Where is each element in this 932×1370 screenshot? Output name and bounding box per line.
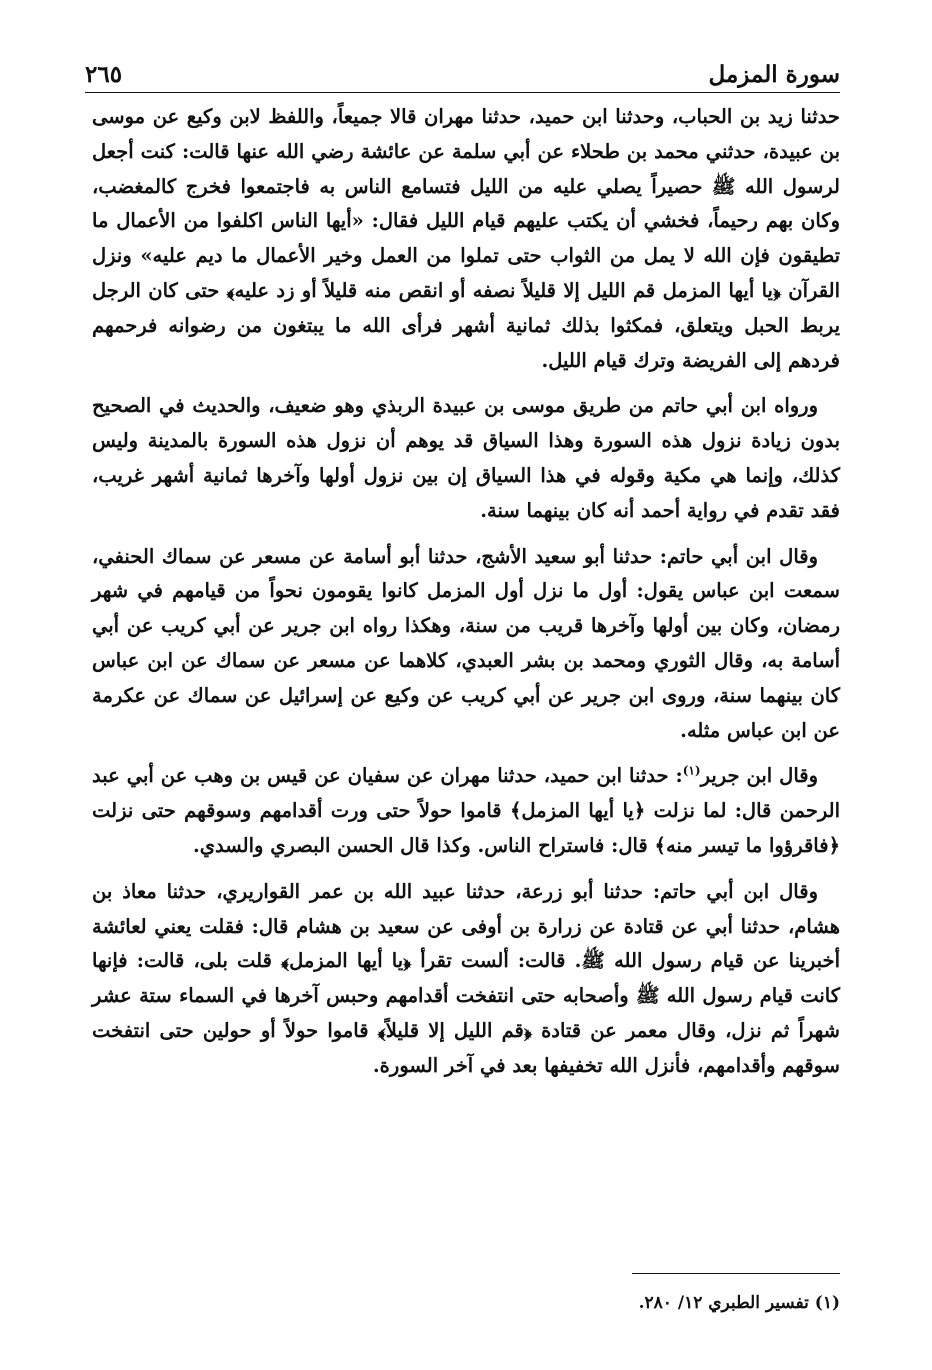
paragraph-5: وقال ابن أبي حاتم: حدثنا أبو زرعة، حدثنا عبيد الله بن عمر القواريري، حدثنا معاذ بن هشام، حدثنا أبي عن قتادة عن زرارة بن أوفى عن سعيد بن هشام قال: فقلت يعني لعائشة أخبرينا عن قيام رسول الله ﷺ. قالت: ألست تقرأ ﴿يا أيها المزمل﴾ قلت بلى، قالت: فإنها كانت قيام رسول الله ﷺ وأصحابه حتى انتفخت أقدامهم وحبس آخرها في السماء ستة عشر شهراً ثم نزل، وقال معمر عن قتادة ﴿قم الليل إلا قليلاً﴾ قاموا حولاً أو حولين حتى انتفخت سوقهم وأقدامهم، فأنزل الله تخفيفها بعد في آخر السورة.	[92, 879, 840, 1077]
page-header	[85, 60, 840, 90]
footnote	[300, 1290, 840, 1316]
footnote-text: تفسير الطبري ١٢/ ٢٨٠.	[638, 1293, 809, 1313]
paragraph-1: حدثنا زيد بن الحباب، وحدثنا ابن حميد، حدثنا مهران قالا جميعاً، واللفظ لابن وكيع عن موسى بن عبيدة، حدثني محمد بن طحلاء عن أبي سلمة عن عائشة رضي الله عنها قالت: كنت أجعل لرسول الله ﷺ حصيراً يصلي عليه من الليل فتسامع الناس به فاجتمعوا فخرج كالمغضب، وكان بهم رحيماً، فخشي أن يكتب عليهم قيام الليل فقال: «أيها الناس اكلفوا من الأعمال ما تطيقون فإن الله لا يمل من الثواب حتى تملوا من العمل وخير الأعمال ما ديم عليه» ونزل القرآن ﴿يا أيها المزمل قم الليل إلا قليلاً نصفه أو انقص منه قليلاً أو زد عليه﴾ حتى كان الرجل يربط الحبل ويتعلق، فمكثوا بذلك ثمانية أشهر فرأى الله ما يبتغون من رضوانه فرحمهم فردهم إلى الفريضة وترك قيام الليل.	[92, 105, 840, 372]
main-text	[92, 100, 840, 1095]
footnote-number: (١)	[814, 1293, 840, 1313]
footnote-divider	[632, 1273, 840, 1274]
header-divider	[85, 92, 840, 93]
paragraph-3: وقال ابن أبي حاتم: حدثنا أبو سعيد الأشج، حدثنا أبو أسامة عن مسعر عن سماك الحنفي، سمعت ابن عباس يقول: أول ما نزل أول المزمل كانوا يقومون نحواً من قيامهم في شهر رمضان، وكان بين أولها وآخرها قريب من سنة، وهكذا رواه ابن جرير عن أبي كريب عن أبي أسامة به، وقال الثوري ومحمد بن بشر العبدي، كلاهما عن مسعر عن سماك عن ابن عباس كان بينهما سنة، وروى ابن جرير عن أبي كريب عن وكيع عن إسرائيل عن سماك عن عكرمة عن ابن عباس مثله.	[92, 544, 840, 742]
footnote-reference[interactable]: (١)	[682, 763, 701, 778]
paragraph-4-body: : حدثنا ابن حميد، حدثنا مهران عن سفيان عن قيس بن وهب عن أبي عبد الرحمن قال: لما نزلت ﴿يا أيها المزمل﴾ قاموا حولاً حتى ورت أقدامهم وسوقهم حتى نزلت ﴿فاقرؤوا ما تيسر منه﴾ قال: فاستراح الناس. وكذا قال الحسن البصري والسدي.	[92, 764, 840, 857]
paragraph-4	[92, 759, 840, 863]
paragraph-4-lead: وقال ابن جرير	[700, 764, 818, 788]
page-number: ٢٦٥	[85, 61, 123, 88]
paragraph-2: ورواه ابن أبي حاتم من طريق موسى بن عبيدة الربذي وهو ضعيف، والحديث في الصحيح بدون زيادة نزول هذه السورة وهذا السياق قد يوهم أن نزول هذه السورة بالمدينة وليس كذلك، وإنما هي مكية وقوله في هذا السياق إن بين نزول أولها وآخرها ثمانية أشهر غريب، فقد تقدم في رواية أحمد أنه كان بينهما سنة.	[92, 394, 840, 522]
surah-title: سورة المزمل	[708, 61, 840, 88]
